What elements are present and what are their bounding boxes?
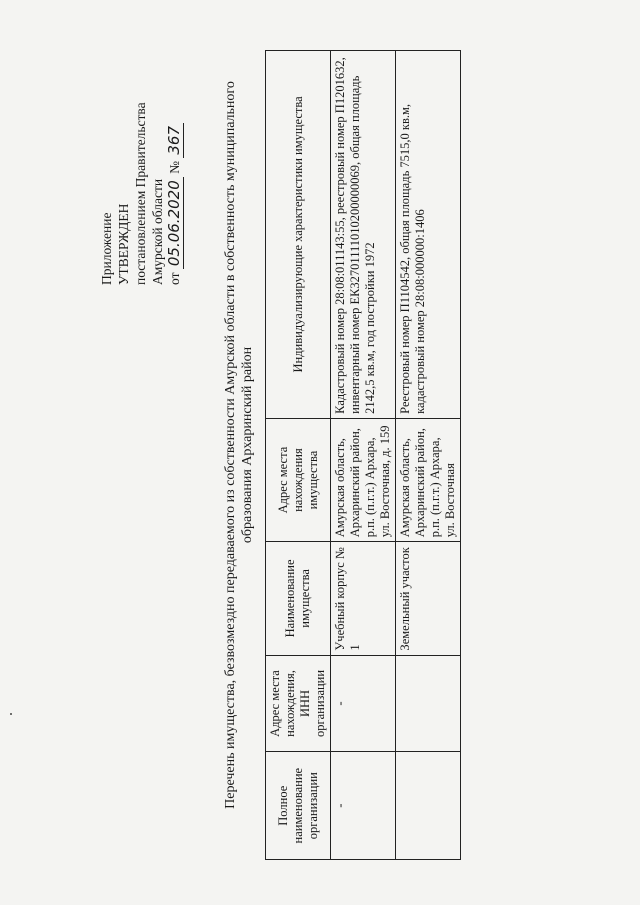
region-label: Амурской области xyxy=(150,178,165,285)
header-characteristics: Индивидуализирующие характеристики имущества xyxy=(266,51,331,419)
header-org-address: Адрес места нахождения, ИНН организации xyxy=(266,655,331,752)
resolution-label: постановлением Правительства xyxy=(133,102,148,285)
cell-property-address: Амурская область, Архаринский район, р.п. (п.г.т.) Архара, ул. Восточная, д. 159 xyxy=(331,418,396,541)
table-row xyxy=(331,51,396,860)
cell-property-address: Амурская область, Архаринский район, р.п. (п.г.т.) Архара, ул. Восточная xyxy=(396,418,461,541)
cell-characteristics: Реестровый номер П1104542, общая площадь 7515,0 кв.м, кадастровый номер 28:08:000000:1406 xyxy=(396,51,461,419)
resolution-number: 367 xyxy=(165,123,184,158)
header-org-name: Полное наименование организации xyxy=(266,752,331,860)
appendix-label: Приложение xyxy=(99,212,114,285)
document-title xyxy=(222,45,256,845)
title-line-2: образования Архаринский район xyxy=(240,346,255,544)
cell-characteristics: Кадастровый номер 28:08:011143:55, реестровый номер П1201632, инвентарный номер ЕК32701111010200000069, общая площадь 2142,5 кв.м, год постройки 1972 xyxy=(331,51,396,419)
property-table xyxy=(265,50,461,860)
cell-property-name: Учебный корпус № 1 xyxy=(331,542,396,655)
title-line-1: Перечень имущества, безвозмездно передаваемого из собственности Амурской области в собственность муниципального xyxy=(223,81,238,809)
table-row xyxy=(396,51,461,860)
header-property-name: Наименование имущества xyxy=(266,542,331,655)
date-number-line xyxy=(166,45,183,285)
cell-org-address: - xyxy=(331,655,396,752)
header-property-address: Адрес места нахождения имущества xyxy=(266,418,331,541)
date-prefix: от xyxy=(167,272,182,285)
approved-label: УТВЕРЖДЕН xyxy=(116,203,131,285)
table-header-row xyxy=(266,51,331,860)
approval-block xyxy=(98,45,183,285)
resolution-date: 05.06.2020 xyxy=(165,177,184,269)
cell-property-name: Земельный участок xyxy=(396,542,461,655)
cell-org-name xyxy=(396,752,461,860)
number-prefix: № xyxy=(167,160,182,174)
cell-org-address xyxy=(396,655,461,752)
scan-speck xyxy=(10,713,12,715)
cell-org-name: - xyxy=(331,752,396,860)
